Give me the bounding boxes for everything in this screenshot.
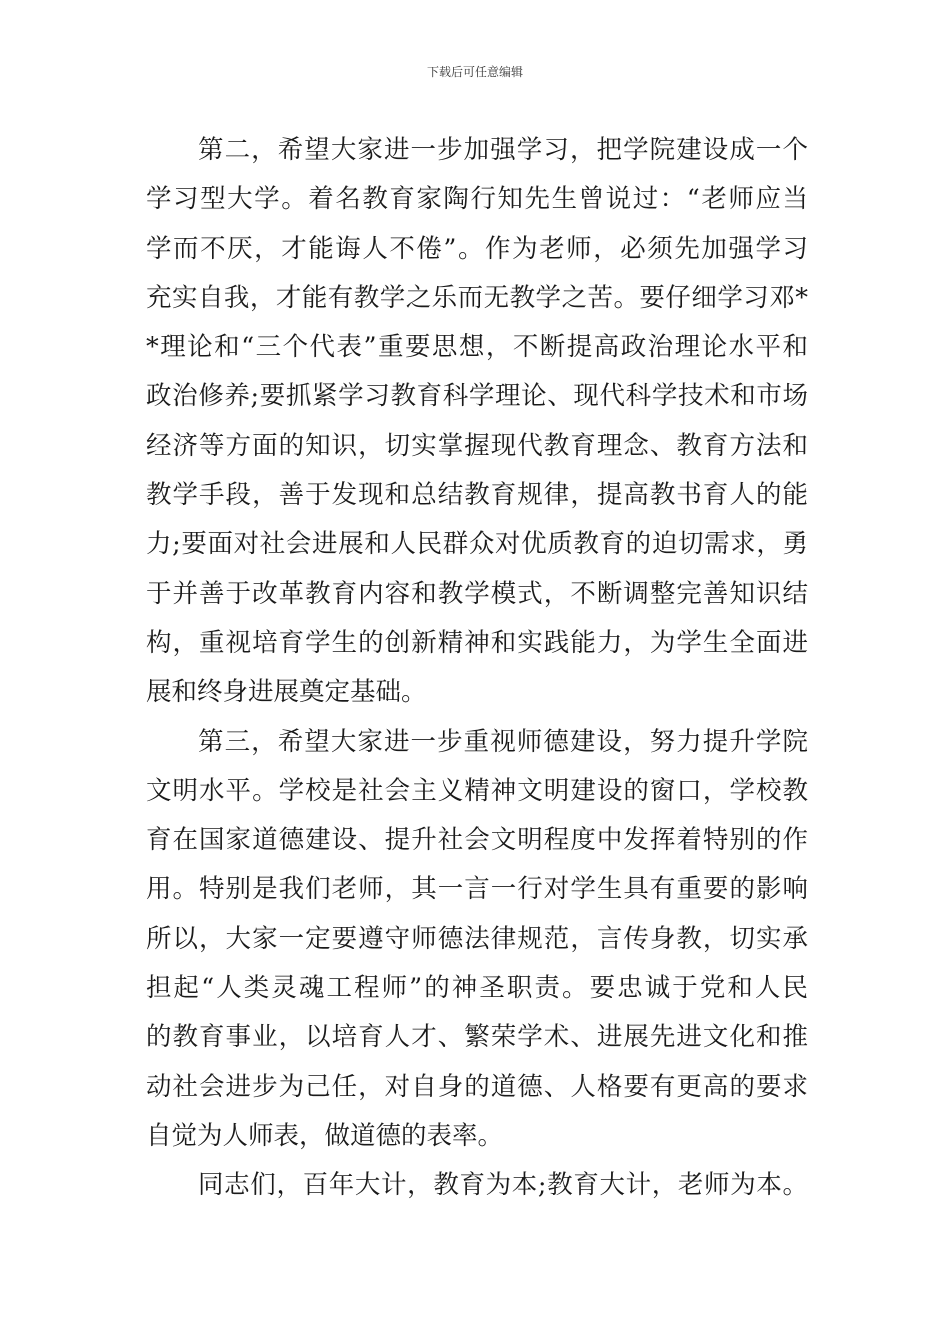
text-line: 教学手段，善于发现和总结教育规律，提高教书育人的能 bbox=[146, 480, 808, 511]
text-line: 文明水平。学校是社会主义精神文明建设的窗口，学校教 bbox=[146, 775, 808, 806]
text-line: 动社会进步为己任，对自身的道德、人格要有更高的要求 bbox=[146, 1071, 808, 1102]
text-line: 用。特别是我们老师，其一言一行对学生具有重要的影响 bbox=[146, 874, 808, 905]
text-line: 自觉为人师表，做道德的表率。 bbox=[146, 1120, 504, 1151]
document-body bbox=[146, 126, 808, 1211]
text-line: 第三，希望大家进一步重视师德建设，努力提升学院 bbox=[198, 726, 808, 757]
text-line: 构，重视培育学生的创新精神和实践能力，为学生全面进 bbox=[146, 627, 808, 658]
text-line: 同志们，百年大计，教育为本;教育大计，老师为本。 bbox=[198, 1170, 808, 1201]
text-line: 于并善于改革教育内容和教学模式，不断调整完善知识结 bbox=[146, 578, 808, 609]
text-line: 充实自我，才能有教学之乐而无教学之苦。要仔细学习邓* bbox=[146, 282, 808, 313]
page-header: 下载后可任意编辑 bbox=[426, 65, 523, 79]
text-line: 力;要面对社会进展和人民群众对优质教育的迫切需求，勇 bbox=[146, 529, 808, 560]
text-line: 育在国家道德建设、提升社会文明程度中发挥着特别的作 bbox=[146, 825, 808, 856]
text-line: 所以，大家一定要遵守师德法律规范，言传身教，切实承 bbox=[146, 923, 808, 954]
text-line: 学而不厌，才能诲人不倦”。作为老师，必须先加强学习 bbox=[146, 233, 808, 264]
text-line: 担起“人类灵魂工程师”的神圣职责。要忠诚于党和人民 bbox=[146, 973, 808, 1004]
text-line: 经济等方面的知识，切实掌握现代教育理念、教育方法和 bbox=[146, 430, 808, 461]
text-line: 展和终身进展奠定基础。 bbox=[146, 677, 427, 708]
text-line: 学习型大学。着名教育家陶行知先生曾说过：“老师应当 bbox=[146, 184, 808, 215]
text-line: 第二，希望大家进一步加强学习，把学院建设成一个 bbox=[198, 135, 808, 165]
text-line: 政治修养;要抓紧学习教育科学理论、现代科学技术和市场 bbox=[146, 381, 808, 412]
text-line: 的教育事业，以培育人才、繁荣学术、进展先进文化和推 bbox=[146, 1022, 808, 1053]
text-line: *理论和“三个代表”重要思想，不断提高政治理论水平和 bbox=[146, 332, 808, 363]
